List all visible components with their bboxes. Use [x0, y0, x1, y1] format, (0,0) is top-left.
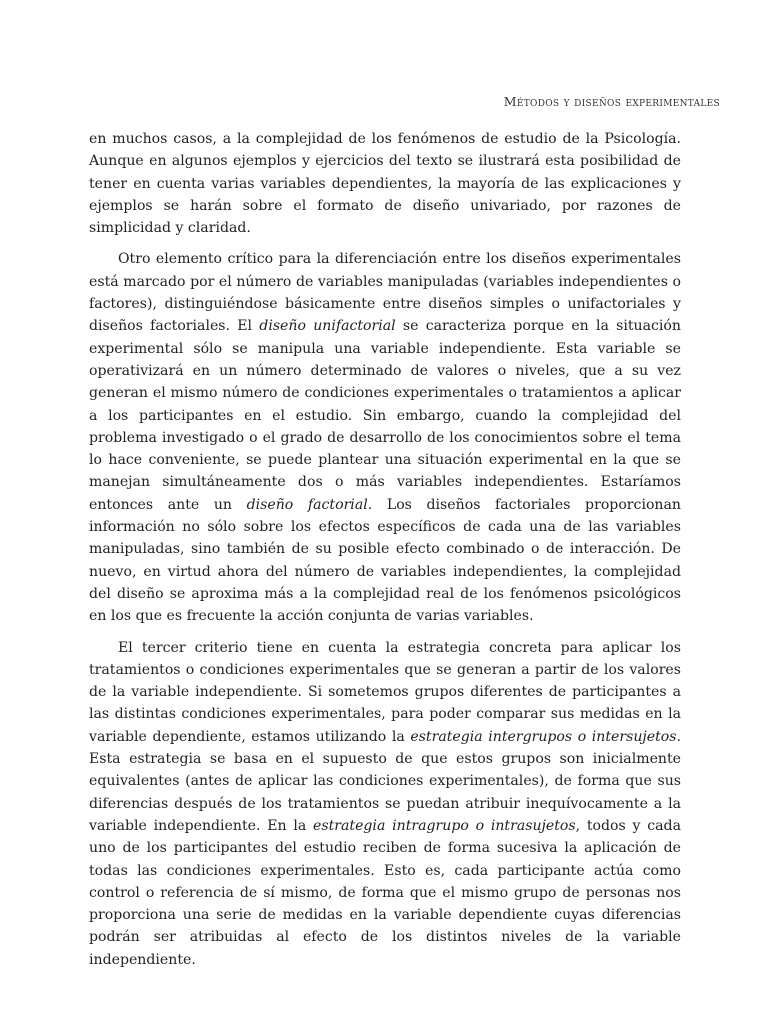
paragraph-2-text-1: Otro elemento crítico para la diferenciación entre los diseños experimentales está marcado por el número de variables manipuladas (variables independientes o factores), distinguiéndose básicamente entre diseños simples o unifactoriales y diseños factoriales. El	[89, 251, 681, 335]
running-header: Métodos y diseños experimentales	[503, 94, 720, 109]
paragraph-2-text-2: se caracteriza porque en la situación experimental sólo se manipula una variable independiente. Esta variable se operativizará en un número determinado de valores o niveles, que a su vez generan el mismo número de condiciones experimentales o tratamientos a aplicar a los participantes en el estudio. Sin embargo, cuando la complejidad del problema investigado o el grado de desarrollo de los conocimientos sobre el tema lo hace conveniente, se puede plantear una situación experimental en la que se manejan simultáneamente dos o más variables independientes. Estaríamos entonces ante un	[89, 318, 681, 513]
paragraph-1-text: en muchos casos, a la complejidad de los fenómenos de estudio de la Psicología. Aunque en algunos ejemplos y ejercicios del texto se ilustrará esta posibilidad de tener en cuenta varias variables dependientes, la mayoría de las explicaciones y ejemplos se harán sobre el formato de diseño univariado, por razones de simplicidad y claridad.	[89, 131, 681, 237]
paragraph-2-text-3: . Los diseños factoriales proporcionan información no sólo sobre los efectos específicos de cada una de las variables manipuladas, sino también de su posible efecto combinado o de interacción. De nuevo, en virtud ahora del número de variables independientes, la complejidad del diseño se aproxima más a la complejidad real de los fenómenos psicológicos en los que es frecuente la acción conjunta de varias variables.	[89, 496, 681, 625]
term-diseno-unifactorial: diseño unifactorial	[259, 318, 396, 335]
paragraph-3-text-3: , todos y cada uno de los participantes del estudio reciben de forma sucesiva la aplicación de todas las condiciones experimentales. Esto es, cada participante actúa como control o referencia de sí mismo, de forma que el mismo grupo de personas nos proporciona una serie de medidas en la variable dependiente cuyas diferencias podrán ser atribuidas al efecto de los distintos niveles de la variable independiente.	[89, 817, 681, 968]
paragraph-1	[89, 128, 681, 239]
term-diseno-factorial: diseño factorial	[246, 496, 368, 513]
body-text	[89, 128, 681, 971]
paragraph-2	[89, 248, 681, 627]
paragraph-3	[89, 637, 681, 971]
paragraph-3-text-1: El tercer criterio tiene en cuenta la estrategia concreta para aplicar los tratamientos o condiciones experimentales que se generan a partir de los valores de la variable independiente. Si sometemos grupos diferentes de participantes a las distintas condiciones experimentales, para poder comparar sus medidas en la variable dependiente, estamos utilizando la	[89, 639, 681, 745]
term-estrategia-intragrupo: estrategia intragrupo o intrasujetos	[313, 817, 576, 834]
term-estrategia-intergrupos: estrategia intergrupos o intersujetos	[410, 728, 677, 745]
paragraph-3-text-2: . Esta estrategia se basa en el supuesto de que estos grupos son inicialmente equivalentes (antes de aplicar las condiciones experimentales), de forma que sus diferencias después de los tratamientos se puedan atribuir inequívocamente a la variable independiente. En la	[89, 728, 682, 834]
